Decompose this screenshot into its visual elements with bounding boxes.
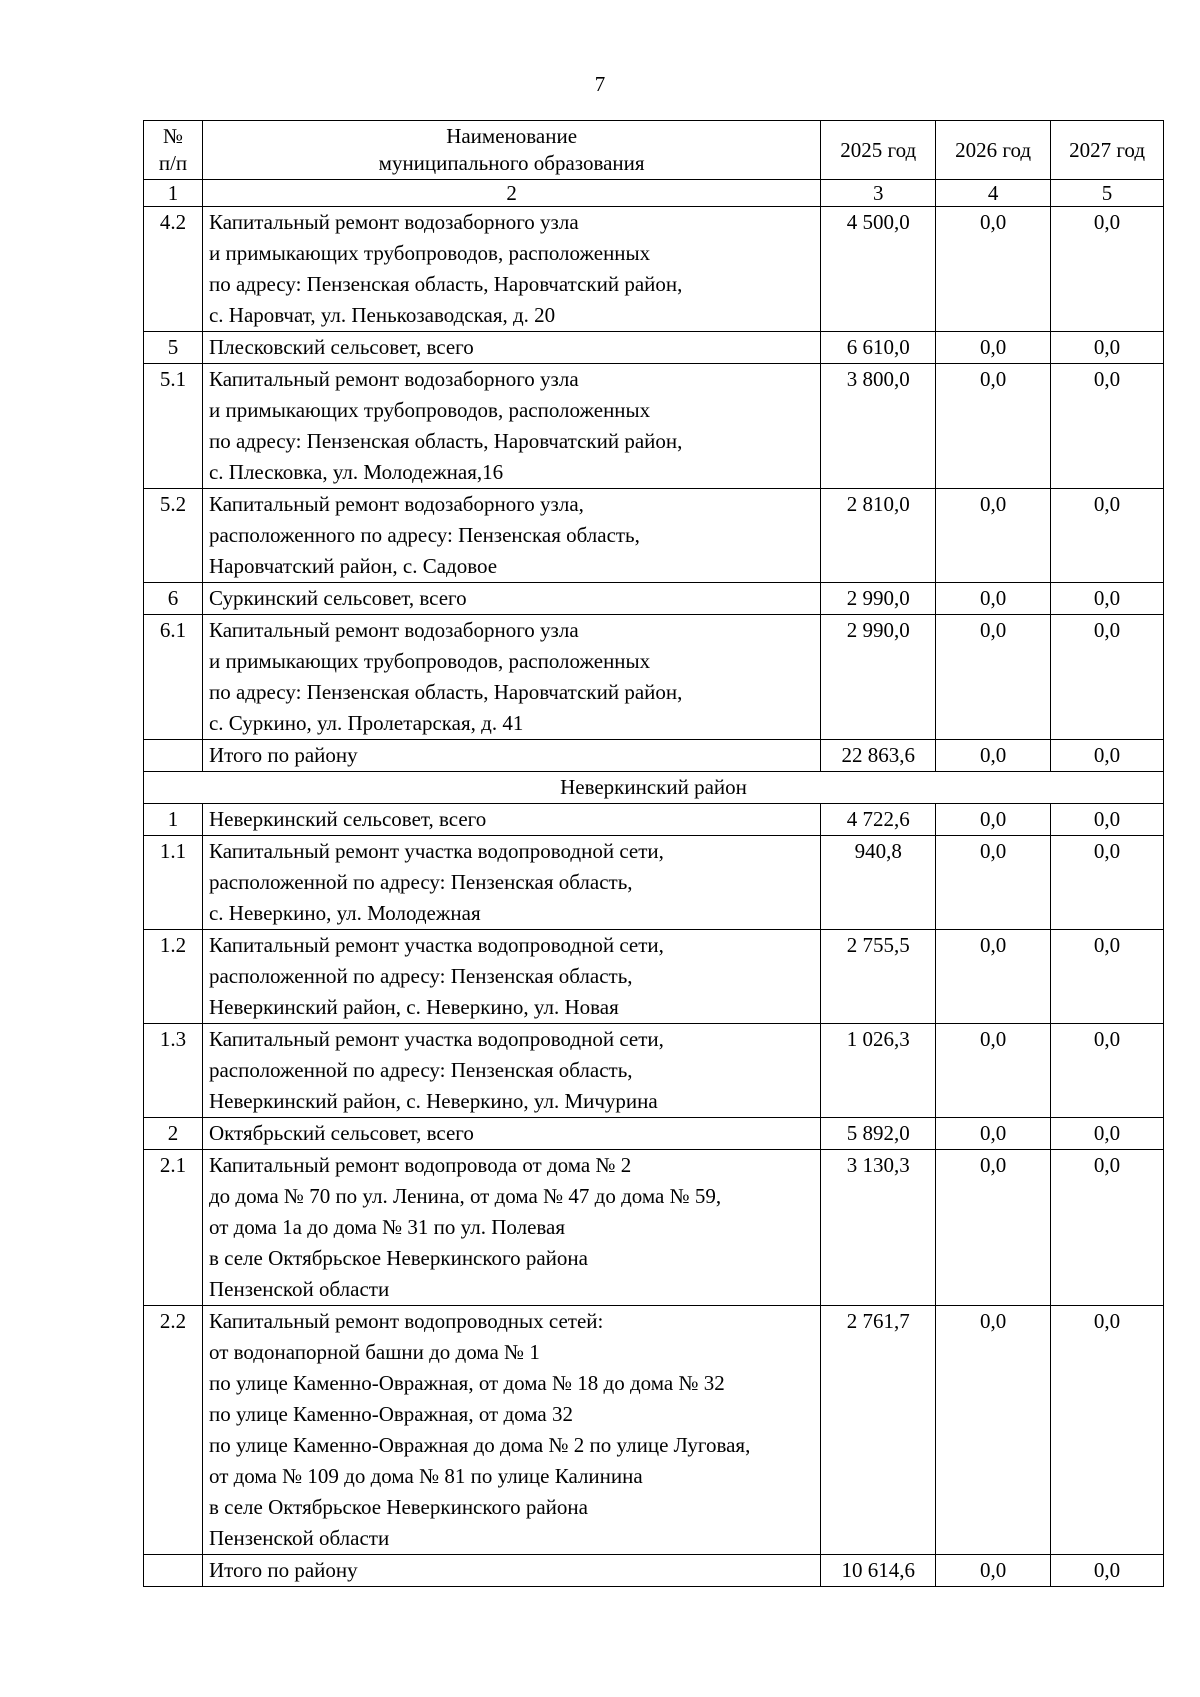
value-2025: 2 761,7 (821, 1306, 936, 1555)
value-2027: 0,0 (1051, 583, 1164, 615)
row-name: Капитальный ремонт водозаборного узла и примыкающих трубопроводов, расположенных по адресу: Пензенская область, Наровчатский район, с. Плесковка, ул. Молодежная,16 (202, 364, 820, 489)
value-2026: 0,0 (936, 836, 1051, 930)
row-name: Итого по району (202, 740, 820, 772)
row-number: 2.1 (144, 1150, 203, 1306)
table-row (144, 489, 1164, 583)
value-2026: 0,0 (936, 1150, 1051, 1306)
row-name: Капитальный ремонт водопровода от дома № 2 до дома № 70 по ул. Ленина, от дома № 47 до дома № 59, от дома 1а до дома № 31 по ул. Полевая в селе Октябрьское Неверкинского района Пензенской области (202, 1150, 820, 1306)
value-2026: 0,0 (936, 1555, 1051, 1587)
row-number: 1.1 (144, 836, 203, 930)
value-2026: 0,0 (936, 332, 1051, 364)
row-number (144, 1555, 203, 1587)
value-2026: 0,0 (936, 1024, 1051, 1118)
value-2026: 0,0 (936, 489, 1051, 583)
value-2027: 0,0 (1051, 1150, 1164, 1306)
value-2026: 0,0 (936, 1118, 1051, 1150)
table-row (144, 930, 1164, 1024)
table-row (144, 332, 1164, 364)
row-number: 2.2 (144, 1306, 203, 1555)
row-number: 2 (144, 1118, 203, 1150)
column-number: 4 (936, 180, 1051, 207)
row-number: 5 (144, 332, 203, 364)
row-name: Неверкинский сельсовет, всего (202, 804, 820, 836)
header-col-2027: 2027 год (1051, 121, 1164, 180)
value-2025: 3 130,3 (821, 1150, 936, 1306)
value-2025: 4 722,6 (821, 804, 936, 836)
value-2025: 2 810,0 (821, 489, 936, 583)
column-number: 1 (144, 180, 203, 207)
row-number: 6.1 (144, 615, 203, 740)
value-2027: 0,0 (1051, 740, 1164, 772)
row-number: 5.2 (144, 489, 203, 583)
row-name: Суркинский сельсовет, всего (202, 583, 820, 615)
table-row (144, 804, 1164, 836)
table-header-row (144, 121, 1164, 180)
table-row (144, 583, 1164, 615)
value-2026: 0,0 (936, 615, 1051, 740)
value-2027: 0,0 (1051, 332, 1164, 364)
value-2027: 0,0 (1051, 1024, 1164, 1118)
value-2025: 4 500,0 (821, 207, 936, 332)
table-body (144, 207, 1164, 1587)
row-name: Итого по району (202, 1555, 820, 1587)
value-2026: 0,0 (936, 364, 1051, 489)
value-2026: 0,0 (936, 207, 1051, 332)
value-2025: 22 863,6 (821, 740, 936, 772)
value-2026: 0,0 (936, 804, 1051, 836)
value-2025: 10 614,6 (821, 1555, 936, 1587)
value-2026: 0,0 (936, 583, 1051, 615)
row-number: 1.2 (144, 930, 203, 1024)
header-col-2025: 2025 год (821, 121, 936, 180)
row-number (144, 740, 203, 772)
table-row (144, 836, 1164, 930)
value-2025: 2 990,0 (821, 583, 936, 615)
table-row (144, 740, 1164, 772)
value-2027: 0,0 (1051, 930, 1164, 1024)
row-name: Капитальный ремонт участка водопроводной сети, расположенной по адресу: Пензенская область, с. Неверкино, ул. Молодежная (202, 836, 820, 930)
value-2027: 0,0 (1051, 364, 1164, 489)
value-2025: 6 610,0 (821, 332, 936, 364)
row-name: Капитальный ремонт водозаборного узла и примыкающих трубопроводов, расположенных по адресу: Пензенская область, Наровчатский район, с. Наровчат, ул. Пенькозаводская, д. 20 (202, 207, 820, 332)
table-row (144, 1024, 1164, 1118)
value-2027: 0,0 (1051, 1118, 1164, 1150)
row-number: 4.2 (144, 207, 203, 332)
value-2025: 1 026,3 (821, 1024, 936, 1118)
table-row (144, 1306, 1164, 1555)
table-row (144, 1118, 1164, 1150)
column-number: 3 (821, 180, 936, 207)
header-col-2026: 2026 год (936, 121, 1051, 180)
value-2026: 0,0 (936, 740, 1051, 772)
value-2027: 0,0 (1051, 489, 1164, 583)
row-name: Капитальный ремонт участка водопроводной сети, расположенной по адресу: Пензенская область, Неверкинский район, с. Неверкино, ул. Новая (202, 930, 820, 1024)
row-name: Капитальный ремонт водопроводных сетей: от водонапорной башни до дома № 1 по улице Каменно-Овражная, от дома № 18 до дома № 32 по улице Каменно-Овражная, от дома 32 по улице Каменно-Овражная до дома № 2 по улице Луговая, от дома № 109 до дома № 81 по улице Калинина в селе Октябрьское Неверкинского района Пензенской области (202, 1306, 820, 1555)
row-name: Капитальный ремонт водозаборного узла и примыкающих трубопроводов, расположенных по адресу: Пензенская область, Наровчатский район, с. Суркино, ул. Пролетарская, д. 41 (202, 615, 820, 740)
row-number: 5.1 (144, 364, 203, 489)
column-number-row (144, 180, 1164, 207)
header-col-num: № п/п (144, 121, 203, 180)
value-2027: 0,0 (1051, 836, 1164, 930)
table-row (144, 1555, 1164, 1587)
table-row (144, 364, 1164, 489)
district-name: Неверкинский район (144, 772, 1164, 804)
value-2027: 0,0 (1051, 615, 1164, 740)
row-name: Октябрьский сельсовет, всего (202, 1118, 820, 1150)
row-number: 6 (144, 583, 203, 615)
value-2025: 2 990,0 (821, 615, 936, 740)
value-2027: 0,0 (1051, 804, 1164, 836)
row-name: Плесковский сельсовет, всего (202, 332, 820, 364)
value-2025: 940,8 (821, 836, 936, 930)
value-2026: 0,0 (936, 1306, 1051, 1555)
row-number: 1 (144, 804, 203, 836)
header-col-name: Наименование муниципального образования (202, 121, 820, 180)
value-2027: 0,0 (1051, 207, 1164, 332)
value-2027: 0,0 (1051, 1306, 1164, 1555)
row-name: Капитальный ремонт участка водопроводной сети, расположенной по адресу: Пензенская область, Неверкинский район, с. Неверкино, ул. Мичурина (202, 1024, 820, 1118)
value-2025: 3 800,0 (821, 364, 936, 489)
value-2026: 0,0 (936, 930, 1051, 1024)
row-number: 1.3 (144, 1024, 203, 1118)
column-number: 5 (1051, 180, 1164, 207)
value-2025: 5 892,0 (821, 1118, 936, 1150)
value-2027: 0,0 (1051, 1555, 1164, 1587)
row-name: Капитальный ремонт водозаборного узла, расположенного по адресу: Пензенская область, Наровчатский район, с. Садовое (202, 489, 820, 583)
table-row (144, 207, 1164, 332)
table-row (144, 615, 1164, 740)
value-2025: 2 755,5 (821, 930, 936, 1024)
budget-table (143, 120, 1164, 1587)
page-number: 7 (594, 72, 606, 96)
table-row (144, 1150, 1164, 1306)
column-number: 2 (202, 180, 820, 207)
district-header-row (144, 772, 1164, 804)
